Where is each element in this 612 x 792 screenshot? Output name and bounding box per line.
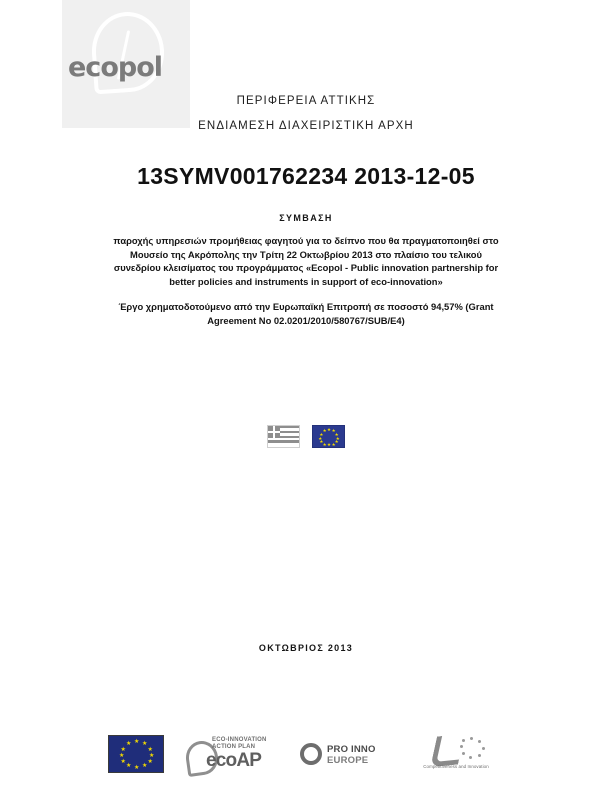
flags-row — [0, 425, 612, 448]
footer-ecoap-logo — [186, 735, 278, 773]
month-year: ΟΚΤΩΒΡΙΟΣ 2013 — [258, 643, 354, 653]
ecopol-wordmark: ecopol — [68, 52, 162, 83]
proinno-line-2: EUROPE — [327, 755, 369, 766]
eu-flag-icon: ★ ★ ★ ★ ★ ★ ★ ★ ★ ★ ★ ★ — [312, 425, 345, 448]
cip-caption: Competitiveness and Innovation — [423, 764, 489, 769]
eu-flag-icon: ★ ★ ★ ★ ★ ★ ★ ★ ★ ★ ★ ★ — [108, 735, 164, 773]
proinno-line-1: PRO INNO — [327, 744, 376, 755]
footer-cip-logo — [408, 735, 504, 773]
contract-subject: παροχής υπηρεσιών προμήθειας φαγητού για το δείπνο που θα πραγματοποιηθεί στο Μουσείο της Ακρόπολης την Τρίτη 22 Οκτωβρίου 2013 στο πλαίσιο του τελικού συνεδρίου κλεισίματος του προγράμματος «Ecopol - Public innovation partnership for better policies and instruments in support of eco-innovation» — [113, 235, 499, 287]
organisation-line-2: ΕΝΔΙΑΜΕΣΗ ΔΙΑΧΕΙΡΙΣΤΙΚΗ ΑΡΧΗ — [198, 120, 414, 132]
stars-icon — [460, 737, 486, 759]
ecoap-tagline-2: ACTION PLAN — [212, 744, 256, 750]
ecopol-logo — [62, 0, 190, 128]
funding-note: Έργο χρηματοδοτούμενο από την Ευρωπαϊκή Επιτροπή σε ποσοστό 94,57% (Grant Agreement No 02.0201/2010/580767/SUB/E4) — [118, 301, 494, 326]
contract-heading: ΣΥΜΒΑΣΗ — [279, 213, 333, 223]
greek-flag-icon — [267, 425, 300, 448]
footer-logos-row — [0, 735, 612, 773]
gear-icon — [300, 743, 322, 765]
document-id: 13SYMV001762234 2013-12-05 — [137, 163, 475, 189]
ecoap-wordmark: ecoAP — [206, 750, 262, 771]
organisation-line-1: ΠΕΡΙΦΕΡΕΙΑ ΑΤΤΙΚΗΣ — [236, 95, 376, 107]
footer-eu-flag — [108, 735, 164, 773]
footer-proinno-logo — [300, 735, 386, 773]
ecoap-tagline-1: ECO-INNOVATION — [212, 737, 267, 743]
ecopol-logo-block — [62, 0, 190, 128]
